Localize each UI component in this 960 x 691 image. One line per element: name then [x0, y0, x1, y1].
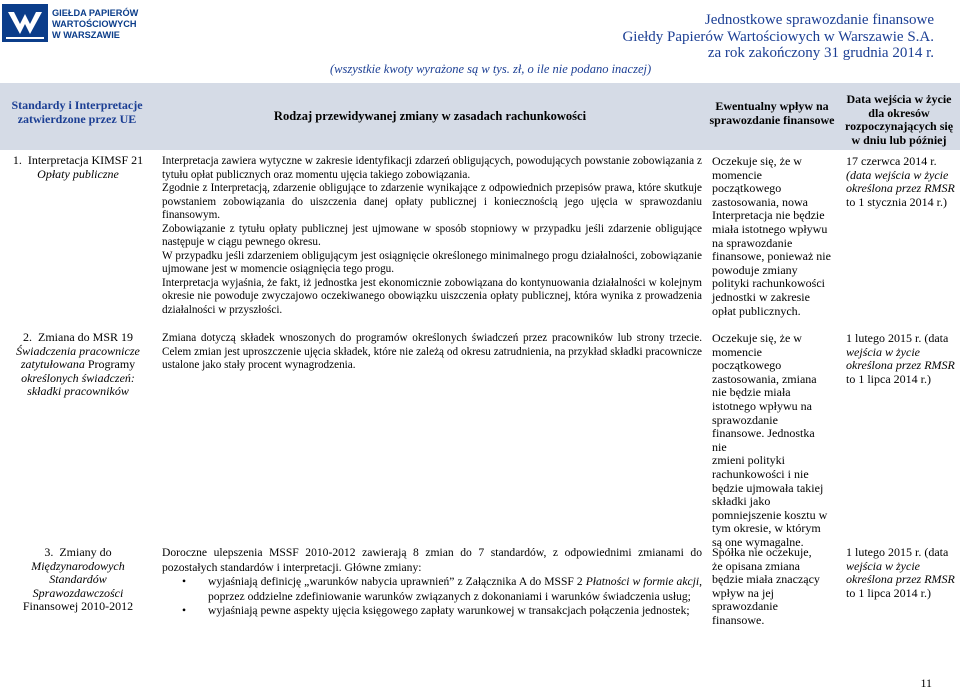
logo-line-1: GIEŁDA PAPIERÓW — [52, 8, 139, 18]
impact-line: początkowego — [712, 358, 782, 373]
report-title-line-3: za rok zakończony 31 grudnia 2014 r. — [707, 45, 934, 61]
date-note-line: wejścia w życie — [846, 558, 920, 573]
impact-line: składki jako — [712, 494, 771, 509]
impact-line: wpływ na jej — [712, 585, 774, 600]
change-paragraph: Interpretacja zawiera wytyczne w zakresie identyfikacji zdarzeń obligujących, powodujących powstanie zobowiązania z tytułu opłat publicznych oraz momentu ujęcia takiego zobowiązania. — [162, 155, 702, 181]
impact-line: początkowego — [712, 181, 782, 196]
impact-line: miała istotnego wpływu — [712, 221, 828, 236]
effective-date: 1 lutego 2015 r. (data — [846, 331, 949, 345]
report-title-line-1: Jednostkowe sprawozdanie finansowe — [704, 12, 934, 28]
impact-line: Oczekuje się, że w — [712, 154, 802, 168]
page-number: 11 — [920, 676, 932, 690]
bullet-icon: • — [182, 575, 187, 588]
impact-line: finansowe. — [712, 612, 765, 627]
row-3-impact — [712, 546, 832, 628]
gpw-logo — [2, 2, 152, 44]
impact-line: powoduje zmiany — [712, 262, 798, 277]
standard-line: określonych świadczeń: — [21, 370, 135, 385]
bullet-text-tail: , poprzez oddzielne zdefiniowanie warunków związanych z dokonaniami i warunków świadczenia usług; — [208, 575, 702, 603]
change-intro: Doroczne ulepszenia MSSF 2010-2012 zawierają 8 zmian do 7 standardów, z odpowiednimi zmianami do pozostałych standardów i interpretacji. Główne zmiany: — [162, 546, 702, 574]
standard-line: zatytułowana — [20, 357, 88, 372]
report-title-line-2: Giełdy Papierów Wartościowych w Warszawie S.A. — [622, 28, 934, 45]
effective-date: 1 lutego 2015 r. (data — [846, 545, 949, 559]
row-3-effective-date — [846, 546, 956, 600]
standard-subtitle: Opłaty publiczne — [37, 166, 119, 181]
bullet-text-italic: Płatności w formie akcji — [585, 575, 700, 588]
standard-line: Programy — [87, 357, 136, 372]
standard-line: składki pracowników — [27, 384, 129, 399]
impact-line: istotnego wpływu na — [712, 398, 812, 413]
column-header-change: Rodzaj przewidywanej zmiany w zasadach rachunkowości — [273, 109, 587, 123]
row-2-standard — [0, 331, 156, 399]
impact-line: Spółka nie oczekuje, — [712, 545, 812, 559]
row-3-standard — [0, 546, 156, 614]
impact-line: sprawozdanie — [712, 599, 778, 614]
bullet-text: wyjaśniają pewne aspekty ujęcia księgowego zapłaty warunkowej w transakcjach połączenia jednostek; — [208, 604, 690, 617]
date-note-line: określona przez RMSR — [846, 572, 955, 587]
impact-line: jednostki w zakresie — [712, 289, 810, 304]
column-header-standards: Standardy i Interpretacje zatwierdzone przez UE — [11, 98, 143, 126]
impact-line: zastosowania, zmiana — [712, 371, 817, 386]
impact-line: tym okresie, w którym — [712, 521, 821, 536]
impact-line: są one wymagalne. — [712, 534, 804, 549]
change-paragraph: Zmiana dotyczą składek wnoszonych do programów określonych świadczeń przez pracowników lub strony trzecie. Celem zmian jest uproszczenie ujęcia składek, które nie zależą od okresu zatrudnienia, na przykład składki pracownicze ustalone jako stały procent wynagrodzenia. — [162, 332, 702, 371]
impact-line: zastosowania, nowa — [712, 194, 808, 209]
standard-name: Zmiany do — [59, 545, 112, 559]
impact-line: sprawozdanie — [712, 412, 778, 427]
list-item — [162, 604, 702, 619]
standard-line: Standardów — [49, 572, 107, 587]
effective-date: 17 czerwca 2014 r. — [846, 154, 937, 168]
impact-line: na sprawozdanie — [712, 235, 793, 250]
row-1-change — [162, 155, 702, 317]
impact-line: zmieni polityki — [712, 453, 785, 468]
standard-line: Międzynarodowych — [31, 558, 125, 573]
list-item — [162, 575, 702, 604]
impact-line: finansowe, ponieważ nie — [712, 249, 831, 264]
row-2-impact — [712, 332, 832, 550]
date-note-tail: to 1 stycznia 2014 r.) — [846, 194, 947, 209]
standard-line: Sprawozdawczości — [32, 585, 124, 600]
impact-line: rachunkowości i nie — [712, 466, 809, 481]
impact-line: będzie miała znaczący — [712, 572, 820, 587]
row-2-effective-date — [846, 332, 956, 386]
row-1-effective-date — [846, 155, 956, 209]
column-header-impact: Ewentualny wpływ na sprawozdanie finansowe — [709, 99, 835, 127]
report-title — [622, 12, 934, 62]
date-note-tail: to 1 lipca 2014 r.) — [846, 585, 931, 600]
amounts-note: (wszystkie kwoty wyrażone są w tys. zł, o ile nie podano inaczej) — [330, 62, 652, 76]
row-number: 1. — [12, 153, 22, 167]
row-number: 2. — [23, 330, 32, 344]
date-note-line: określona przez RMSR — [846, 358, 955, 373]
table-header — [0, 83, 960, 150]
column-header-effective-date: Data wejścia w życie dla okresów rozpoczynających się w dniu lub później — [844, 92, 954, 147]
date-note-line: (data wejścia w życie — [846, 167, 949, 182]
change-paragraph: Zobowiązanie z tytułu opłaty publicznej jest ujmowane w sposób stopniowy w przypadku jeśli zdarzenie obligujące następuje w ciągu pewnego okresu. — [162, 222, 702, 248]
row-number: 3. — [44, 545, 54, 559]
row-3-change — [162, 546, 702, 619]
row-1-standard — [0, 154, 156, 181]
impact-line: Interpretacja nie będzie — [712, 208, 825, 223]
impact-line: momencie — [712, 167, 762, 182]
logo-line-2: WARTOŚCIOWYCH — [52, 19, 137, 29]
impact-line: że opisana zmiana — [712, 558, 800, 573]
change-bullets — [162, 575, 702, 619]
impact-line: będzie ujmowała takiej — [712, 480, 824, 495]
change-paragraph: W przypadku jeśli zdarzeniem obligującym jest osiągnięcie określonego minimalnego progu działalności, zobowiązanie ujmowane jest w momencie osiągnięcia tego progu. — [162, 249, 702, 275]
date-note-tail: to 1 lipca 2014 r.) — [846, 371, 931, 386]
impact-line: Oczekuje się, że w — [712, 331, 802, 345]
logo-text — [52, 8, 138, 41]
impact-line: nie będzie miała — [712, 385, 791, 400]
change-paragraph: Zgodnie z Interpretacją, zdarzenie obligujące to zdarzenie wynikające z odpowiednich przepisów prawa, które skutkuje powstaniem zobowiązania do uiszczenia danej opłaty publicznej i koniecznością jego ujęcia w sprawozdaniu finansowym. — [162, 182, 702, 221]
standard-name: Zmiana do MSR 19 — [38, 330, 133, 344]
impact-line: opłat publicznych. — [712, 303, 801, 318]
row-2-change — [162, 332, 702, 373]
date-note-line: określona przez RMSR — [846, 181, 955, 196]
standard-line: Finansowej 2010-2012 — [22, 599, 134, 614]
bullet-text: wyjaśniają definicję „warunków nabycia uprawnień” z Załącznika A do MSSF 2 — [208, 575, 586, 588]
logo-line-3: W WARSZAWIE — [52, 30, 120, 40]
row-1-impact — [712, 155, 832, 318]
change-paragraph: Interpretacja wyjaśnia, że fakt, iż jednostka jest ekonomicznie zobowiązana do kontynuowania działalności w kolejnym okresie nie powoduje zwyczajowo oczekiwanego obowiązku uiszczenia opłaty publicznej, która wynika z prowadzenia działalności w przyszłości. — [162, 276, 702, 316]
bullet-icon: • — [182, 604, 187, 617]
standard-line: Świadczenia pracownicze — [16, 343, 140, 358]
impact-line: finansowe. Jednostka nie — [712, 426, 815, 454]
date-note-line: wejścia w życie — [846, 344, 920, 359]
impact-line: momencie — [712, 344, 762, 359]
impact-line: pomniejszenie kosztu w — [712, 507, 828, 522]
impact-line: polityki rachunkowości — [712, 276, 825, 291]
standard-name: Interpretacja KIMSF 21 — [27, 153, 144, 167]
gpw-logo-mark-icon — [2, 4, 48, 42]
